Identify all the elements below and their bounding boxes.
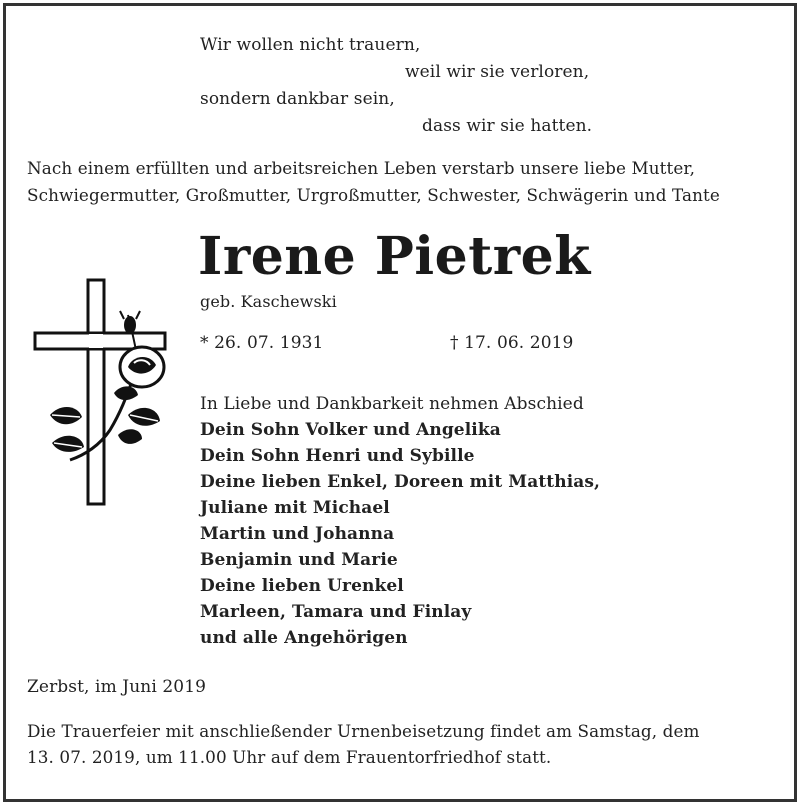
mourner-line: Martin und Johanna [200,524,395,544]
funeral-line-1: Die Trauerfeier mit anschließender Urnenbeisetzung findet am Samstag, dem [27,721,700,741]
mourner-line: Deine lieben Enkel, Doreen mit Matthias, [200,472,601,492]
place-date: Zerbst, im Juni 2019 [27,677,207,697]
mourner-line: Benjamin und Marie [200,550,398,570]
funeral-line-2: 13. 07. 2019, um 11.00 Uhr auf dem Frauentorfriedhof statt. [27,747,552,767]
mourner-line: Deine lieben Urenkel [200,576,404,596]
cross-with-rose-icon [30,275,170,510]
deceased-name: Irene Pietrek [198,226,591,287]
mourner-line: Marleen, Tamara und Finlay [200,602,472,622]
birth-name: geb. Kaschewski [200,292,337,311]
intro-line-2: Schwiegermutter, Großmutter, Urgroßmutter, Schwester, Schwägerin und Tante [27,185,720,205]
mourner-line: Dein Sohn Henri und Sybille [200,446,475,466]
poem-line-1: Wir wollen nicht trauern, [200,35,421,55]
mourner-line: und alle Angehörigen [200,628,408,648]
poem-line-3: sondern dankbar sein, [200,89,395,109]
birth-date: * 26. 07. 1931 [200,333,324,353]
poem-line-2: weil wir sie verloren, [405,62,590,82]
mourners-heading: In Liebe und Dankbarkeit nehmen Abschied [200,394,584,414]
death-date: † 17. 06. 2019 [450,333,574,353]
intro-line-1: Nach einem erfüllten und arbeitsreichen Leben verstarb unsere liebe Mutter, [27,158,696,178]
poem-line-4: dass wir sie hatten. [422,116,593,136]
mourner-line: Juliane mit Michael [200,498,390,518]
mourner-line: Dein Sohn Volker und Angelika [200,420,501,440]
